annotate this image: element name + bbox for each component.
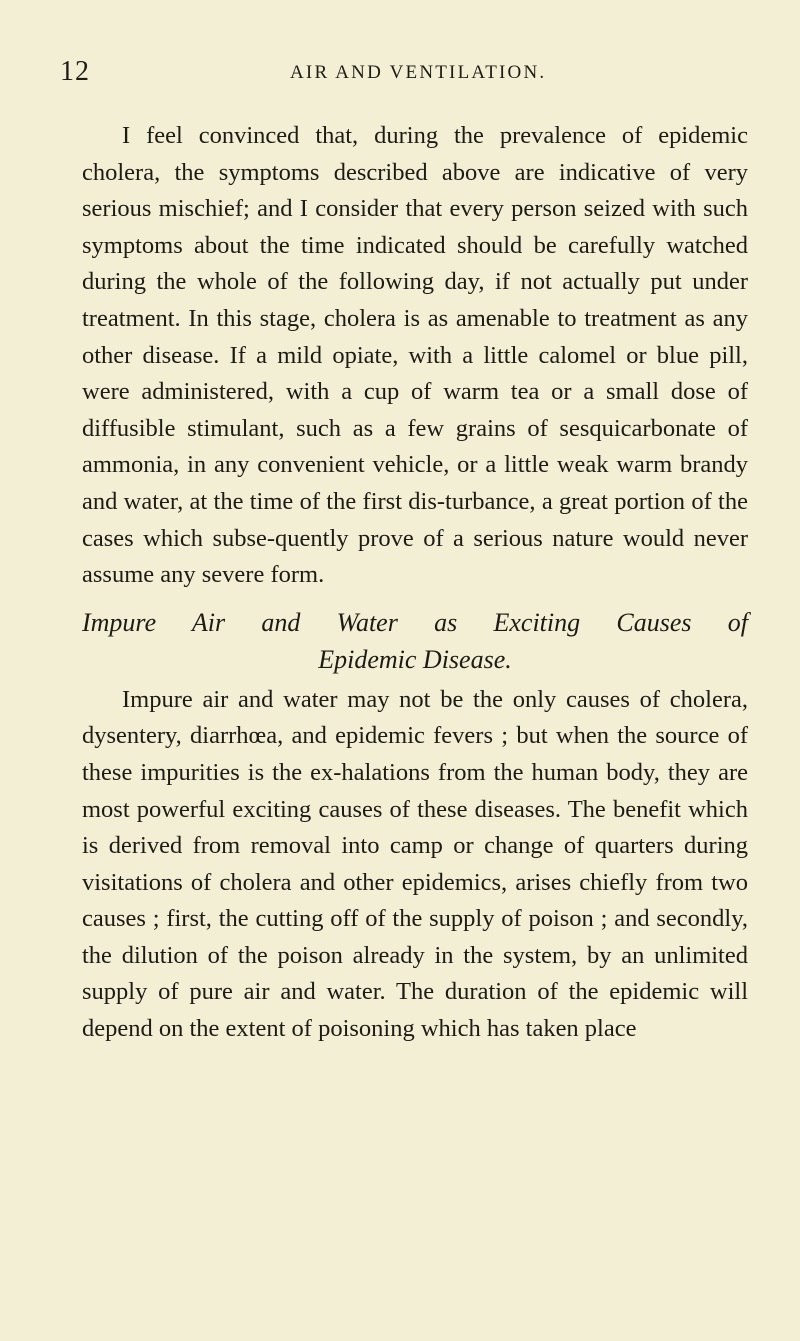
section-heading-line-2: Epidemic Disease. (318, 644, 512, 674)
section-heading (82, 604, 748, 678)
paragraph-cholera-treatment: I feel convinced that, during the prevalence of epidemic cholera, the symptoms described above are indicative of very serious mischief; and I consider that every person seized with such symptoms about the time indicated should be carefully watched during the whole of the following day, if not actually put under treatment. In this stage, cholera is as amenable to treatment as any other disease. If a mild opiate, with a little calomel or blue pill, were administered, with a cup of warm tea or a small dose of diffusible stimulant, such as a few grains of sesquicarbonate of ammonia, in any convenient vehicle, or a little weak warm brandy and water, at the time of the first dis-turbance, a great portion of the cases which subse-quently prove of a serious nature would never assume any severe form. (82, 122, 748, 589)
body-text (82, 118, 748, 1048)
page-number: 12 (60, 56, 90, 87)
running-head: AIR AND VENTILATION. (290, 62, 547, 83)
section-heading-line-1: Impure Air and Water as Exciting Causes of (82, 607, 748, 637)
paragraph-impure-air-water: Impure air and water may not be the only causes of cholera, dysentery, diarrhœa, and epidemic fevers ; but when the source of these impurities is the ex-halations from the human body, they are most powerful exciting causes of these diseases. The benefit which is derived from removal into camp or change of quarters during visitations of cholera and other epidemics, arises chiefly from two causes ; first, the cutting off of the supply of poison ; and secondly, the dilution of the poison already in the system, by an unlimited supply of pure air and water. The duration of the epidemic will depend on the extent of poisoning which has taken place (82, 685, 748, 1043)
page-header (60, 56, 750, 96)
